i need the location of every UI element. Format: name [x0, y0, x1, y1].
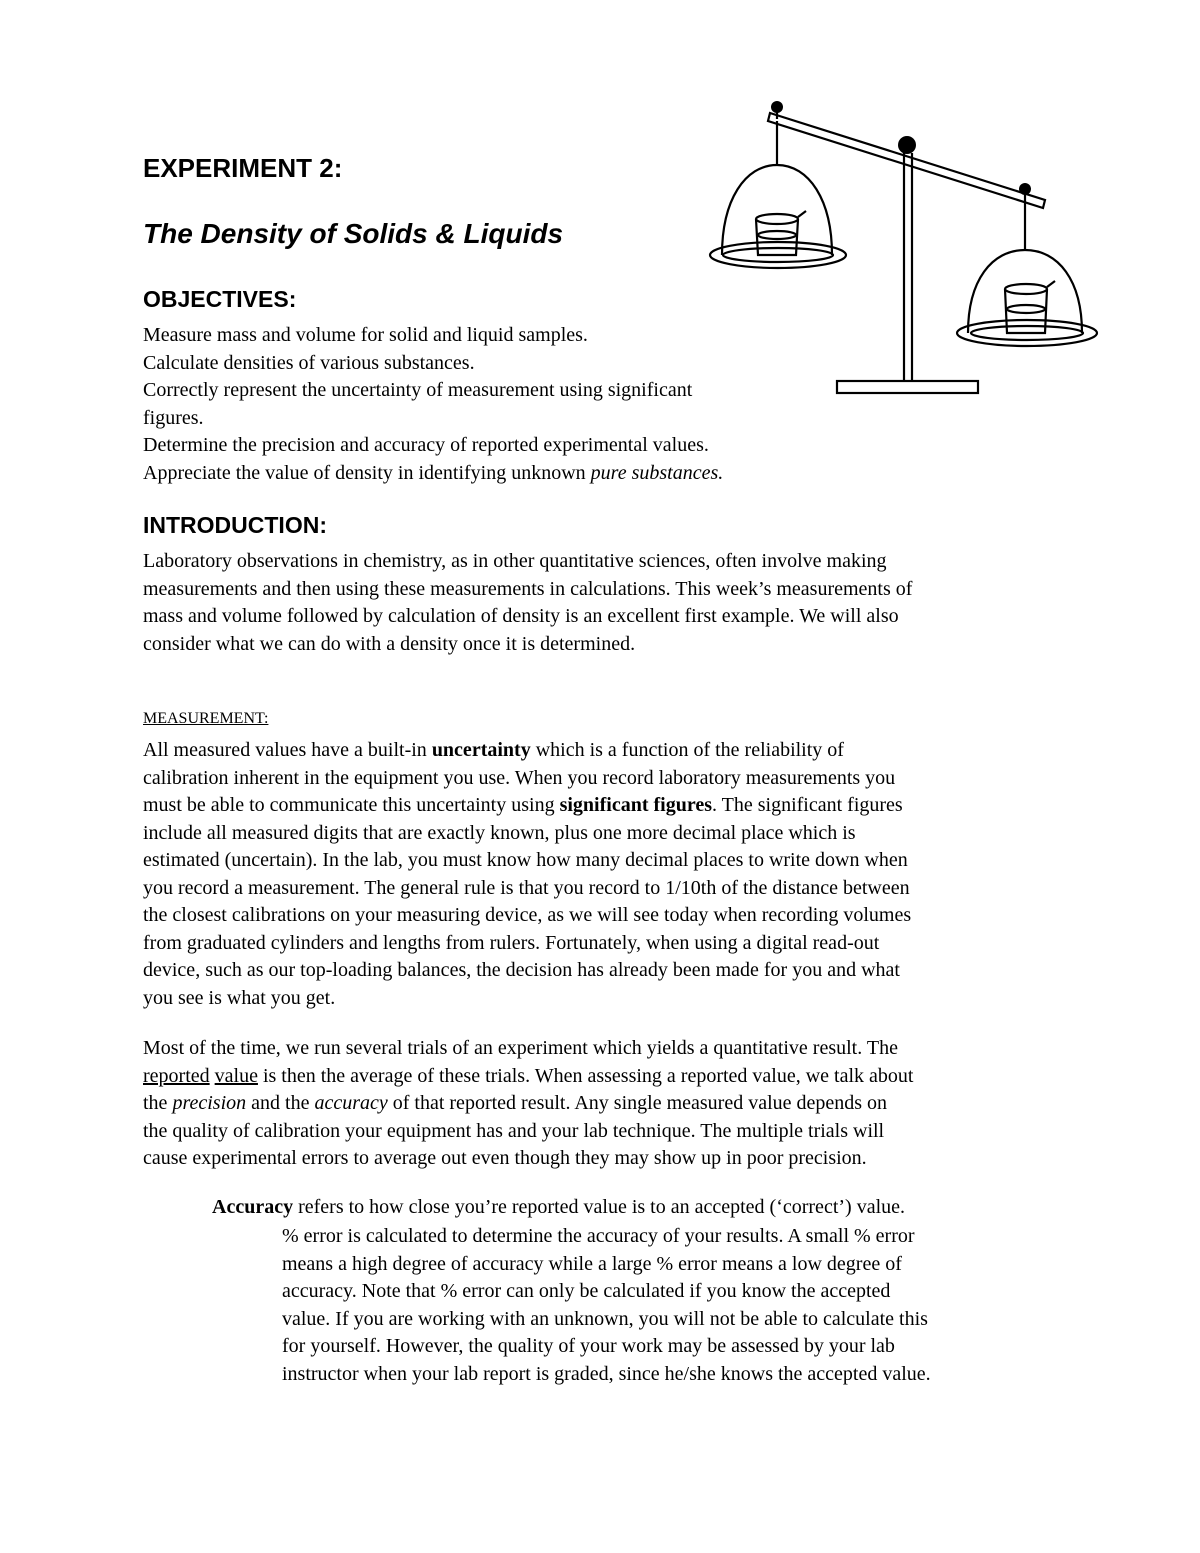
balance-base: [837, 381, 978, 393]
paragraph-line: consider what we can do with a density once it is determined.: [143, 632, 636, 655]
term-significant-figures: significant figures: [559, 794, 712, 816]
objectives-list: [143, 322, 723, 487]
term-value: value: [214, 1064, 258, 1087]
measurement-paragraph: [143, 737, 911, 1012]
paragraph-line: estimated (uncertain). In the lab, you must know how many decimal places to write down when: [143, 849, 908, 871]
paragraph-line: instructor when your lab report is graded, since he/she knows the accepted value.: [282, 1362, 931, 1385]
experiment-title: EXPERIMENT 2:: [143, 153, 343, 183]
paragraph-line: from graduated cylinders and lengths from rulers. Fortunately, when using a digital read-out: [143, 931, 880, 954]
term-reported: reported: [143, 1064, 210, 1087]
paragraph-line: device, such as our top-loading balances, the decision has already been made for you and what: [143, 959, 900, 981]
objective-text: Appreciate the value of density in identifying unknown: [143, 461, 591, 484]
introduction-paragraph: [143, 548, 912, 658]
trials-paragraph: [143, 1035, 913, 1173]
paragraph-line: measurements and then using these measurements in calculations. This week’s measurements of: [143, 577, 913, 600]
accuracy-definition-body: [282, 1223, 931, 1388]
beam-pivot-knob: [898, 136, 916, 154]
paragraph-line: [143, 792, 911, 820]
paragraph-line: include all measured digits that are exactly known, plus one more decimal place which is: [143, 821, 856, 844]
term-uncertainty: uncertainty: [431, 739, 531, 761]
accuracy-definition-first-line: [212, 1196, 905, 1219]
term-accuracy: accuracy: [314, 1092, 388, 1114]
objectives-heading: OBJECTIVES:: [143, 286, 297, 312]
objective-line: Correctly represent the uncertainty of measurement using significant: [143, 379, 693, 401]
balance-beam: [768, 113, 1045, 208]
paragraph-line: calibration inherent in the equipment you use. When you record laboratory measurements you: [143, 766, 896, 789]
paragraph-line: accuracy. Note that % error can only be calculated if you know the accepted: [282, 1280, 891, 1302]
paragraph-line: you record a measurement. The general rule is that you record to 1/10th of the distance between: [143, 876, 910, 899]
text-run: . The significant figures: [712, 794, 903, 816]
introduction-heading: INTRODUCTION:: [143, 512, 327, 538]
objective-line: Measure mass and volume for solid and liquid samples.: [143, 324, 588, 346]
objective-line: [143, 460, 723, 488]
objective-line: Calculate densities of various substances.: [143, 351, 475, 374]
measurement-subheading: MEASUREMENT:: [143, 710, 269, 727]
paragraph-line: % error is calculated to determine the accuracy of your results. A small % error: [282, 1225, 915, 1247]
paragraph-line: the closest calibrations on your measuring device, as we will see today when recording volumes: [143, 904, 912, 926]
paragraph-line: for yourself. However, the quality of your work may be assessed by your lab: [282, 1335, 895, 1357]
text-run: must be able to communicate this uncertainty using: [143, 794, 560, 816]
paragraph-line: the quality of calibration your equipment has and your lab technique. The multiple trials will: [143, 1119, 885, 1142]
paragraph-line: [143, 1090, 913, 1118]
term-accuracy-bold: Accuracy: [212, 1196, 294, 1218]
paragraph-line: value. If you are working with an unknown, you will not be able to calculate this: [282, 1307, 928, 1330]
term-precision: precision: [172, 1092, 247, 1114]
objective-line: figures.: [143, 406, 204, 429]
text-run: refers to how close you’re reported value is to an accepted (‘correct’) value.: [293, 1196, 906, 1218]
balance-scale-illustration: [700, 95, 1110, 405]
text-run: is then the average of these trials. When assessing a reported value, we talk about: [257, 1064, 914, 1087]
paragraph-line: [143, 737, 911, 765]
paragraph-line: [143, 1063, 913, 1091]
paragraph-line: mass and volume followed by calculation of density is an excellent first example. We will also: [143, 605, 899, 627]
objective-emphasis: pure substances.: [590, 461, 724, 484]
paragraph-line: cause experimental errors to average out even though they may show up in poor precision.: [143, 1147, 867, 1169]
paragraph-line: Most of the time, we run several trials of an experiment which yields a quantitative result. The: [143, 1037, 898, 1059]
experiment-subtitle: The Density of Solids & Liquids: [143, 218, 564, 249]
text-run: All measured values have a built-in: [143, 739, 432, 761]
text-run: and the: [246, 1092, 315, 1114]
paragraph-line: means a high degree of accuracy while a large % error means a low degree of: [282, 1252, 902, 1275]
text-run: of that reported result. Any single measured value depends on: [387, 1092, 888, 1114]
text-run: the: [143, 1092, 173, 1114]
paragraph-line: Laboratory observations in chemistry, as in other quantitative sciences, often involve making: [143, 550, 887, 572]
paragraph-line: you see is what you get.: [143, 986, 336, 1009]
text-run: which is a function of the reliability of: [530, 739, 844, 761]
objective-line: Determine the precision and accuracy of reported experimental values.: [143, 434, 709, 456]
